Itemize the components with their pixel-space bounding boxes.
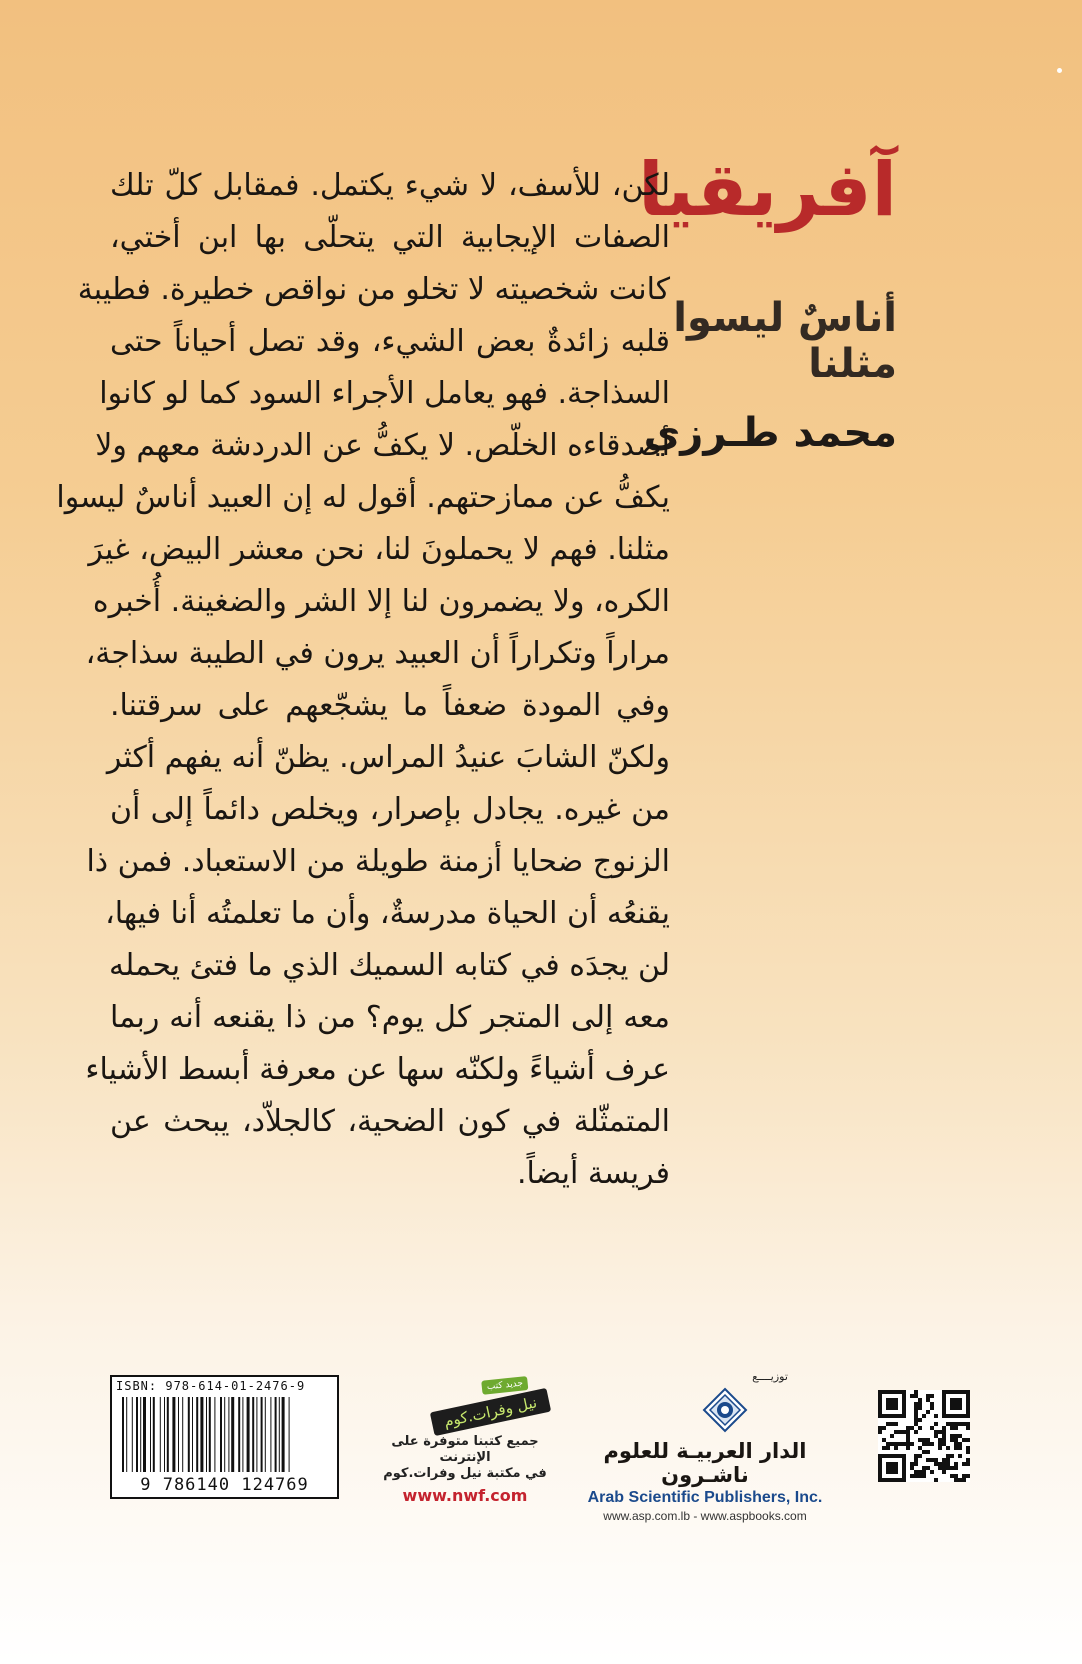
isbn-label: ISBN: 978-614-01-2476-9 <box>116 1379 306 1393</box>
blurb-line: قلبه زائدةٌ بعض الشيء، وقد تصل أحياناً حتى <box>110 324 670 359</box>
publisher-block <box>560 1370 850 1523</box>
blurb-line: الصفات الإيجابية التي يتحلّى بها ابن أختي، <box>110 220 670 255</box>
blurb-line: لن يجدَه في كتابه السميك الذي ما فتئ يحمله <box>108 948 670 983</box>
nwf-line-1: جميع كتبنا متوفرة على الإنترنت <box>391 1434 539 1465</box>
nwf-line-2: في مكتبة نيل وفرات.كوم <box>383 1466 547 1481</box>
publisher-name-ar: الدار العربيـة للعلوم ناشـرون <box>603 1439 807 1487</box>
blurb-line: وفي المودة ضعفاً ما يشجّعهم على سرقتنا. <box>110 688 670 723</box>
blurb-line: ولكنّ الشابَ عنيدُ المراس. يظنّ أنه يفهم أكثر <box>106 740 670 775</box>
blurb-line: معه إلى المتجر كل يوم؟ من ذا يقنعه أنه ربما <box>110 1000 670 1035</box>
isbn-number: 9 786140 124769 <box>140 1475 309 1495</box>
blurb-line: الزنوج ضحايا أزمنة طويلة من الاستعباد. فمن ذا <box>86 844 670 879</box>
book-title: آفريقيا <box>638 147 897 233</box>
decorative-dot <box>1057 68 1062 73</box>
author-name: محمد طـرزي <box>643 410 897 456</box>
publisher-websites: www.asp.com.lb - www.aspbooks.com <box>603 1509 807 1523</box>
publisher-name-en: Arab Scientific Publishers, Inc. <box>587 1489 823 1506</box>
blurb-line: من غيره. يجادل بإصرار، ويخلص دائماً إلى أن <box>110 792 670 827</box>
isbn-barcode-box <box>110 1375 339 1499</box>
nwf-logo-text: نيل وفرات.كوم <box>441 1393 539 1431</box>
qr-code-icon <box>878 1390 970 1482</box>
blurb-line: أصدقاءه الخلّص. لا يكفُّ عن الدردشة معهم ولا <box>95 428 670 463</box>
publisher-logo-icon <box>702 1387 748 1433</box>
blurb-line: كانت شخصيته لا تخلو من نواقص خطيرة. فطيبة <box>77 272 670 307</box>
blurb-line: المتمثّلة في كون الضحية، كالجلاّد، يبحث عن <box>110 1104 670 1139</box>
blurb-line: مراراً وتكراراً أن العبيد يرون في الطيبة سذاجة، <box>85 636 670 671</box>
book-subtitle: أناسٌ ليسوا مثلنا <box>673 295 897 387</box>
blurb-line: السذاجة. فهو يعامل الأجراء السود كما لو كانوا <box>99 376 670 411</box>
nwf-badge: جديد كتب <box>481 1376 528 1395</box>
nwf-logo <box>429 1378 550 1436</box>
barcode-icon <box>120 1397 330 1472</box>
blurb-text <box>56 160 670 1200</box>
blurb-line: يقنعُه أن الحياة مدرسةٌ، وأن ما تعلمتُه أنا فيها، <box>105 896 670 931</box>
blurb-line: الكره، ولا يضمرون لنا إلا الشر والضغينة. أُخبره <box>92 584 670 619</box>
blurb-line: لكن، للأسف، لا شيء يكتمل. فمقابل كلّ تلك <box>110 168 670 203</box>
blurb-line: يكفُّ عن ممازحتهم. أقول له إن العبيد أناسٌ ليسوا <box>56 480 670 515</box>
distribution-label: توزيــــع <box>752 1370 788 1383</box>
nwf-promo <box>370 1378 560 1505</box>
blurb-line: مثلنا. فهم لا يحملونَ لنا، نحن معشر البيض، غيرَ <box>88 532 670 567</box>
nwf-url: www.nwf.com <box>402 1486 528 1505</box>
blurb-line: عرف أشياءً ولكنّه سها عن معرفة أبسط الأشياء <box>85 1052 670 1087</box>
blurb-line: فريسة أيضاً. <box>516 1156 670 1191</box>
